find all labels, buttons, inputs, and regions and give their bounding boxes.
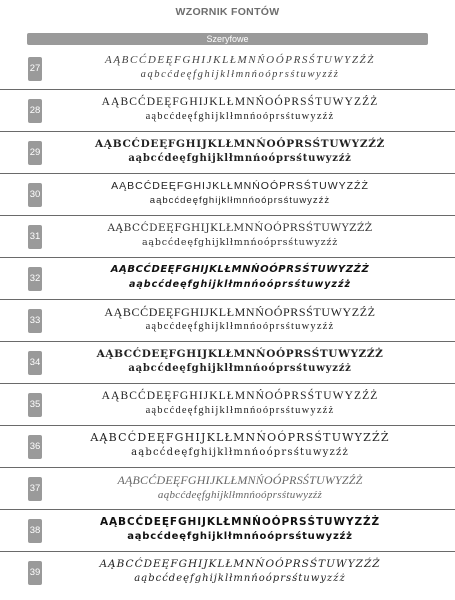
font-row-39 bbox=[0, 552, 455, 594]
font-number-badge: 35 bbox=[28, 393, 42, 417]
font-number-badge: 31 bbox=[28, 225, 42, 249]
lowercase-sample: aąbcćdeęfghijklłmnńoóprsśtuwyzźż bbox=[131, 447, 349, 458]
font-list bbox=[0, 48, 455, 594]
lowercase-sample: aąbcćdeęfghijklłmnńoóprsśtuwyzźż bbox=[128, 363, 352, 374]
font-number-badge: 30 bbox=[28, 183, 42, 207]
font-row-34 bbox=[0, 342, 455, 384]
font-row-36 bbox=[0, 426, 455, 468]
lowercase-sample: aąbcćdeęfghijklłmnńoóprsśtuwyzźż bbox=[140, 69, 340, 80]
page-title: WZORNIK FONTÓW bbox=[175, 6, 280, 18]
uppercase-sample: AĄBCĆDEĘFGHIJKLŁMNŃOÓPRSŚTUWYZŹŻ bbox=[105, 54, 375, 66]
lowercase-sample: aąbcćdeęfghijklłmnńoóprsśtuwyzźż bbox=[145, 321, 335, 332]
font-row-29 bbox=[0, 132, 455, 174]
font-number-badge: 27 bbox=[28, 57, 42, 81]
font-number-badge: 37 bbox=[28, 477, 42, 501]
uppercase-sample: AĄBCĆDEĘFGHIJKLŁMNŃOÓPRSŚTUWYZŹŻ bbox=[99, 558, 381, 570]
uppercase-sample: AĄBCĆDEĘFGHIJKLŁMNŃOÓPRSŚTUWYZŹŻ bbox=[117, 473, 363, 487]
uppercase-sample: AĄBCĆDEĘFGHIJKLŁMNŃOÓPRSŚTUWYZŹŻ bbox=[101, 96, 379, 108]
font-row-30 bbox=[0, 174, 455, 216]
font-row-38 bbox=[0, 510, 455, 552]
font-number-badge: 32 bbox=[28, 267, 42, 291]
uppercase-sample: AĄBCĆDEĘFGHIJKLŁMNŃOÓPRSŚTUWYZŹŻ bbox=[96, 348, 384, 360]
font-number-badge: 29 bbox=[28, 141, 42, 165]
uppercase-sample: AĄBCĆDEĘFGHIJKLŁMNŃOÓPRSŚTUWYZŹŻ bbox=[104, 305, 376, 319]
font-row-28 bbox=[0, 90, 455, 132]
font-number-badge: 33 bbox=[28, 309, 42, 333]
lowercase-sample: aąbcćdeęfghijklłmnńoóprsśtuwyzźż bbox=[134, 573, 346, 584]
lowercase-sample: aąbcćdeęfghijklłmnńoóprsśtuwyzźż bbox=[149, 195, 331, 206]
lowercase-sample: aąbcćdeęfghijklłmnńoóprsśtuwyzźż bbox=[157, 489, 323, 501]
font-number-badge: 38 bbox=[28, 519, 42, 543]
font-row-33 bbox=[0, 300, 455, 342]
font-row-32 bbox=[0, 258, 455, 300]
section-header-serif: Szeryfowe bbox=[27, 33, 428, 45]
lowercase-sample: aąbcćdeęfghijklłmnńoóprsśtuwyzźż bbox=[128, 279, 352, 290]
uppercase-sample: AĄBCĆDEĘFGHIJKLŁMNŃOÓPRSŚTUWYZŹŻ bbox=[101, 390, 379, 402]
font-row-35 bbox=[0, 384, 455, 426]
font-number-badge: 28 bbox=[28, 99, 42, 123]
uppercase-sample: AĄBCĆDEĘFGHIJKLŁMNŃOÓPRSŚTUWYZŹŻ bbox=[107, 222, 373, 234]
uppercase-sample: AĄBCĆDEĘFGHIJKLŁMNŃOÓPRSŚTUWYZŹŻ bbox=[95, 138, 385, 150]
lowercase-sample: aąbcćdeęfghijklłmnńoóprsśtuwyzźż bbox=[145, 111, 335, 122]
font-number-badge: 36 bbox=[28, 435, 42, 459]
uppercase-sample: AĄBCĆDEĘFGHIJKLŁMNŃOÓPRSŚTUWYZŹŻ bbox=[100, 516, 380, 528]
uppercase-sample: AĄBCĆDEĘFGHIJKLŁMNŃOÓPRSŚTUWYZŹŻ bbox=[110, 264, 370, 275]
font-number-badge: 39 bbox=[28, 561, 42, 585]
lowercase-sample: aąbcćdeęfghijklłmnńoóprsśtuwyzźż bbox=[141, 237, 339, 248]
uppercase-sample: AĄBCĆDEĘFGHIJKLŁMNŃOÓPRSŚTUWYZŹŻ bbox=[90, 431, 390, 444]
uppercase-sample: AĄBCĆDEĘFGHIJKLŁMNŃOÓPRSŚTUWYZŹŻ bbox=[111, 180, 369, 192]
font-row-27 bbox=[0, 48, 455, 90]
font-row-31 bbox=[0, 216, 455, 258]
font-row-37 bbox=[0, 468, 455, 510]
lowercase-sample: aąbcćdeęfghijklłmnńoóprsśtuwyzźż bbox=[145, 405, 335, 416]
font-number-badge: 34 bbox=[28, 351, 42, 375]
lowercase-sample: aąbcćdeęfghijklłmnńoóprsśtuwyzźż bbox=[128, 153, 352, 164]
lowercase-sample: aąbcćdeęfghijklłmnńoóprsśtuwyzźż bbox=[127, 531, 353, 542]
